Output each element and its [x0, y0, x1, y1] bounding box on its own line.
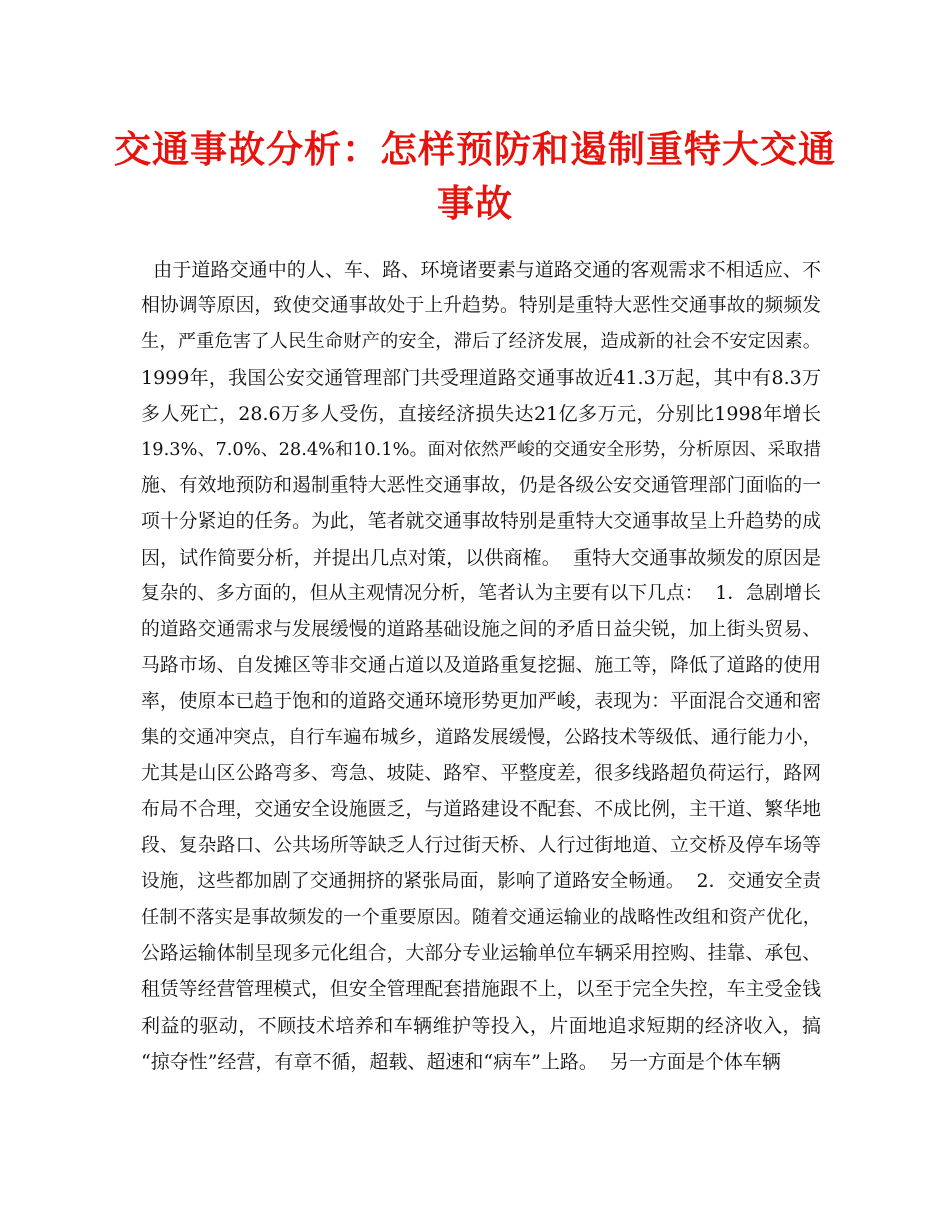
body-line: 段、复杂路口、公共场所等缺乏人行过街天桥、人行过街地道、立交桥及停车场等 [141, 835, 821, 856]
body-line: 设施，这些都加剧了交通拥挤的紧张局面，影响了道路安全畅通。 2．交通安全责 [141, 871, 821, 892]
body-line: “掠夺性”经营，有章不循，超载、超速和“病车”上路。 另一方面是个体车辆 [141, 1051, 781, 1073]
body-line: 由于道路交通中的人、车、路、环境诸要素与道路交通的客观需求不相适应、不 [141, 259, 821, 281]
body-line: 19.3%、7.0%、28.4%和10.1%。面对依然严峻的交通安全形势，分析原因、采取措 [141, 439, 821, 460]
document-title [80, 122, 870, 230]
body-line: 马路市场、自发摊区等非交通占道以及道路重复挖掘、施工等，降低了道路的使用 [141, 655, 821, 676]
body-line: 因，试作简要分析，并提出几点对策，以供商榷。 重特大交通事故频发的原因是 [141, 547, 821, 569]
body-line: 多人死亡，28.6万多人受伤，直接经济损失达21亿多万元，分别比1998年增长 [141, 403, 821, 425]
body-line: 任制不落实是事故频发的一个重要原因。随着交通运输业的战略性改组和资产优化， [141, 907, 821, 928]
body-line: 相协调等原因，致使交通事故处于上升趋势。特别是重特大恶性交通事故的频频发 [141, 295, 821, 316]
body-line: 施、有效地预防和遏制重特大恶性交通事故，仍是各级公安交通管理部门面临的一 [141, 475, 821, 496]
body-line: 的道路交通需求与发展缓慢的道路基础设施之间的矛盾日益尖锐，加上街头贸易、 [141, 619, 821, 640]
body-line: 生，严重危害了人民生命财产的安全，滞后了经济发展，造成新的社会不安定因素。 [141, 331, 821, 352]
body-line: 利益的驱动，不顾技术培养和车辆维护等投入，片面地追求短期的经济收入，搞 [141, 1015, 821, 1037]
title-line: 事故 [437, 181, 513, 225]
body-line: 率，使原本已趋于饱和的道路交通环境形势更加严峻，表现为：平面混合交通和密 [141, 691, 821, 712]
document-body [141, 252, 821, 1080]
body-line: 1999年，我国公安交通管理部门共受理道路交通事故近41.3万起，其中有8.3万 [141, 367, 821, 389]
body-line: 集的交通冲突点，自行车遍布城乡，道路发展缓慢，公路技术等级低、通行能力小， [141, 727, 821, 748]
body-line: 复杂的、多方面的，但从主观情况分析，笔者认为主要有以下几点： 1．急剧增长 [141, 583, 821, 604]
body-line: 项十分紧迫的任务。为此，笔者就交通事故特别是重特大交通事故呈上升趋势的成 [141, 511, 821, 532]
body-line: 租赁等经营管理模式，但安全管理配套措施跟不上，以至于完全失控，车主受金钱 [141, 979, 821, 1000]
body-line: 公路运输体制呈现多元化组合，大部分专业运输单位车辆采用控购、挂靠、承包、 [141, 943, 821, 964]
body-line: 尤其是山区公路弯多、弯急、坡陡、路窄、平整度差，很多线路超负荷运行，路网 [141, 763, 821, 784]
body-line: 布局不合理，交通安全设施匮乏，与道路建设不配套、不成比例，主干道、繁华地 [141, 799, 821, 820]
title-line: 交通事故分析：怎样预防和遏制重特大交通 [114, 127, 836, 171]
